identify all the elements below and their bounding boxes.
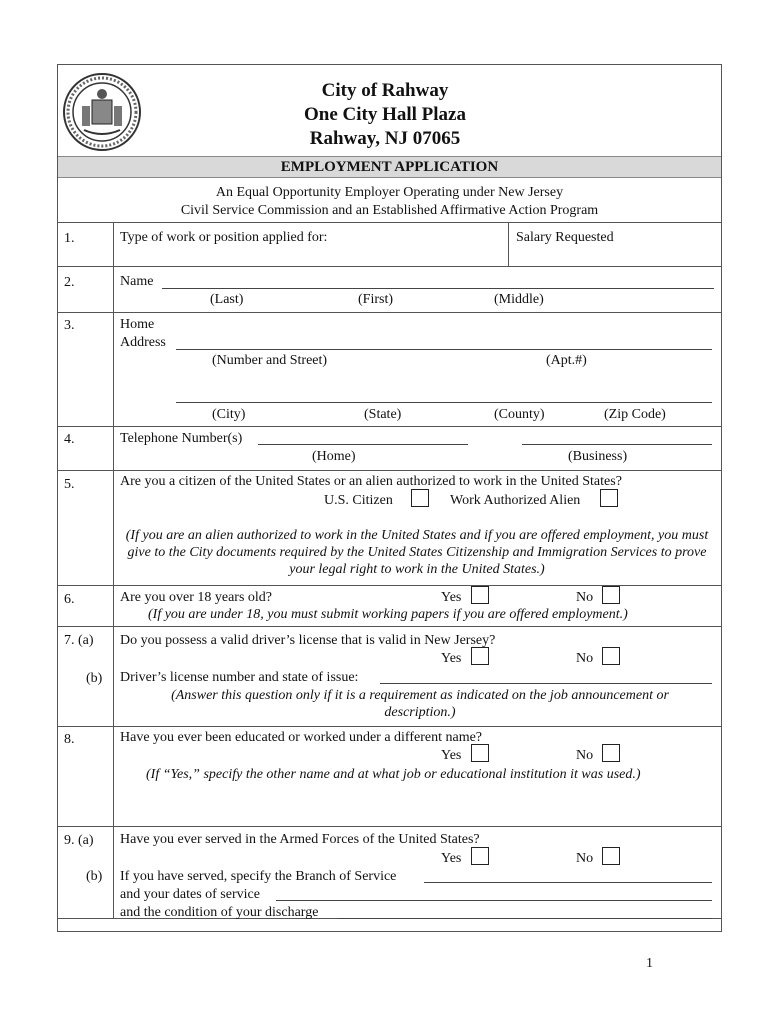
q2-number: 2. [64, 275, 75, 290]
divider [57, 826, 722, 827]
q9a-number: 9. (a) [64, 833, 94, 848]
city-state-field[interactable] [176, 402, 712, 403]
city-seal-icon [62, 72, 142, 152]
q1-label: Type of work or position applied for: [120, 230, 328, 245]
alien-checkbox[interactable] [600, 489, 618, 507]
business-phone-caption: (Business) [568, 449, 628, 464]
citizen-checkbox[interactable] [411, 489, 429, 507]
telephone-label: Telephone Number(s) [120, 431, 243, 446]
eeo-line-1: An Equal Opportunity Employer Operating under New Jersey [215, 185, 564, 200]
state-caption: (State) [364, 407, 402, 422]
discharge-field[interactable] [338, 918, 712, 919]
q4-number: 4. [64, 432, 75, 447]
divider [57, 426, 722, 427]
dates-field[interactable] [276, 900, 712, 901]
citizen-label: U.S. Citizen [324, 493, 393, 508]
divider [57, 726, 722, 727]
page-number: 1 [646, 956, 653, 971]
q6-no-label: No [576, 590, 594, 605]
divider [57, 222, 722, 223]
q8-no-label: No [576, 748, 594, 763]
apt-caption: (Apt.#) [546, 353, 587, 368]
q7-no-checkbox[interactable] [602, 647, 620, 665]
q8-question: Have you ever been educated or worked under a different name? [120, 730, 483, 745]
q9-yes-checkbox[interactable] [471, 847, 489, 865]
alien-label: Work Authorized Alien [450, 493, 581, 508]
county-caption: (County) [494, 407, 545, 422]
q9-no-checkbox[interactable] [602, 847, 620, 865]
header-city-state-zip: Rahway, NJ 07065 [309, 128, 461, 149]
q6-yes-checkbox[interactable] [471, 586, 489, 604]
name-label: Name [120, 274, 154, 289]
q9b-number: (b) [86, 869, 103, 884]
last-name-caption: (Last) [210, 292, 244, 307]
q6-number: 6. [64, 592, 75, 607]
header-address: One City Hall Plaza [303, 104, 466, 125]
q6-question: Are you over 18 years old? [120, 590, 273, 605]
q7-yes-checkbox[interactable] [471, 647, 489, 665]
divider [57, 470, 722, 471]
header-city: City of Rahway [321, 80, 449, 101]
eeo-line-2: Civil Service Commission and an Established Affirmative Action Program [180, 203, 599, 218]
divider [57, 266, 722, 267]
q8-note: (If “Yes,” specify the other name and at what job or educational institution it was used.) [146, 767, 641, 782]
q8-yes-label: Yes [441, 748, 462, 763]
name-field[interactable] [162, 288, 714, 289]
street-caption: (Number and Street) [212, 353, 328, 368]
city-caption: (City) [212, 407, 246, 422]
q8-yes-checkbox[interactable] [471, 744, 489, 762]
q5-note: (If you are an alien authorized to work in the United States and if you are offered employment, you must give to the City documents required by the United States Citizenship and Immigration Services to prove your legal right to work in the United States.) [125, 528, 709, 577]
home-phone-field[interactable] [258, 444, 468, 445]
salary-divider [508, 222, 509, 266]
divider [57, 585, 722, 586]
branch-field[interactable] [424, 882, 712, 883]
q3-number: 3. [64, 318, 75, 333]
divider [57, 626, 722, 627]
salary-label: Salary Requested [516, 230, 614, 245]
q7b-note: (Answer this question only if it is a requirement as indicated on the job announcement or description.) [171, 688, 669, 720]
middle-name-caption: (Middle) [494, 292, 544, 307]
first-name-caption: (First) [358, 292, 393, 307]
branch-label: If you have served, specify the Branch of Service [120, 869, 397, 884]
home-label: Home [120, 317, 155, 332]
q9-yes-label: Yes [441, 851, 462, 866]
address-label: Address [120, 335, 166, 350]
q6-no-checkbox[interactable] [602, 586, 620, 604]
street-address-field[interactable] [176, 349, 712, 350]
q6-note: (If you are under 18, you must submit working papers if you are offered employment.) [148, 607, 628, 622]
home-phone-caption: (Home) [312, 449, 356, 464]
q7b-number: (b) [86, 671, 103, 686]
q7b-label: Driver’s license number and state of issue: [120, 670, 359, 685]
q7-no-label: No [576, 651, 594, 666]
form-title: EMPLOYMENT APPLICATION [58, 156, 721, 178]
dates-label: and your dates of service [120, 887, 260, 902]
q7-yes-label: Yes [441, 651, 462, 666]
business-phone-field[interactable] [522, 444, 712, 445]
q9a-question: Have you ever served in the Armed Forces of the United States? [120, 832, 480, 847]
q7a-question: Do you possess a valid driver’s license that is valid in New Jersey? [120, 633, 496, 648]
q5-number: 5. [64, 477, 75, 492]
q7a-number: 7. (a) [64, 633, 94, 648]
divider [57, 312, 722, 313]
q9-no-label: No [576, 851, 594, 866]
column-divider [113, 222, 114, 918]
drivers-license-field[interactable] [380, 683, 712, 684]
q1-number: 1. [64, 231, 75, 246]
q8-number: 8. [64, 732, 75, 747]
discharge-label: and the condition of your discharge [120, 905, 319, 920]
q6-yes-label: Yes [441, 590, 462, 605]
q8-no-checkbox[interactable] [602, 744, 620, 762]
zip-caption: (Zip Code) [604, 407, 666, 422]
q5-question: Are you a citizen of the United States or an alien authorized to work in the United States? [120, 474, 622, 489]
